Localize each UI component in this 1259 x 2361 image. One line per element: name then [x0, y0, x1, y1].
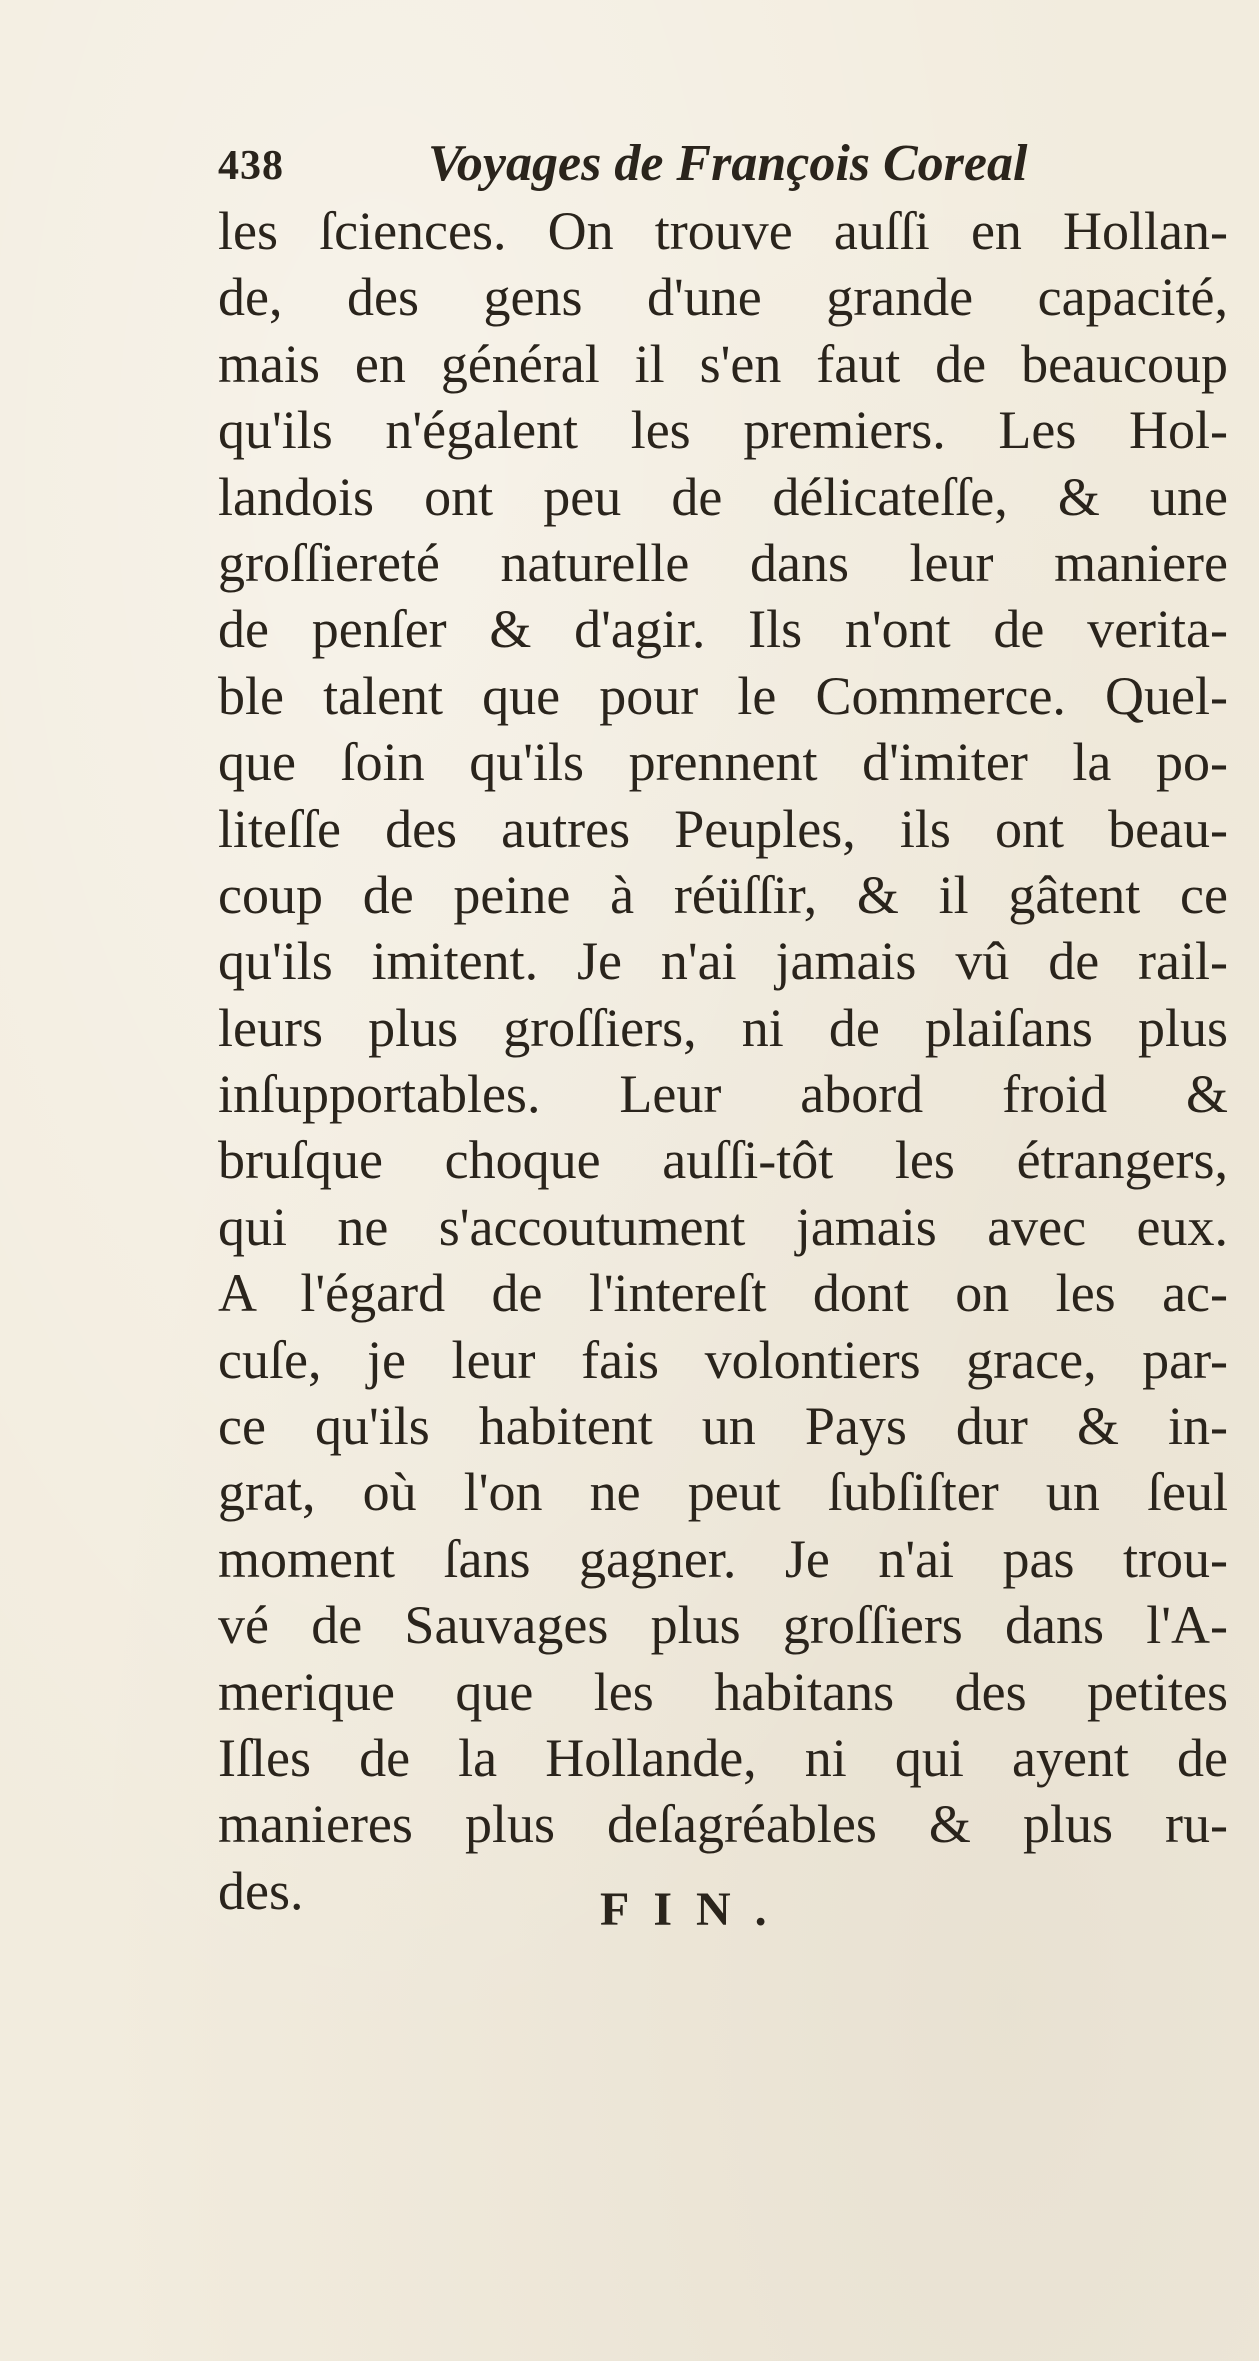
text-line: landois ont peu de délicateſſe, & une — [218, 466, 1228, 527]
text-line: manieres plus deſagréables & plus ru- — [218, 1794, 1228, 1855]
text-line: mais en général il s'en faut de beaucoup — [218, 333, 1228, 394]
text-line: A l'égard de l'intereſt dont on les ac- — [218, 1263, 1228, 1324]
text-line: inſupportables. Leur abord froid & — [218, 1064, 1228, 1125]
text-line: qui ne s'accoutument jamais avec eux. — [218, 1196, 1228, 1257]
text-line: merique que les habitans des petites — [218, 1661, 1228, 1722]
text-line: les ſciences. On trouve auſſi en Hollan- — [218, 201, 1228, 261]
text-line: groſſiereté naturelle dans leur maniere — [218, 532, 1228, 593]
text-line: grat, où l'on ne peut ſubſiſter un ſeul — [218, 1462, 1228, 1523]
text-line: Iſles de la Hollande, ni qui ayent de — [218, 1727, 1228, 1788]
text-line: bruſque choque auſſi-tôt les étrangers, — [218, 1130, 1228, 1191]
text-line: vé de Sauvages plus groſſiers dans l'A- — [218, 1595, 1228, 1656]
text-line: de, des gens d'une grande capacité, — [218, 267, 1228, 328]
running-title: Voyages de François Coreal — [428, 135, 1028, 192]
closing-fin: FIN. — [600, 1883, 791, 1936]
page-number: 438 — [218, 143, 284, 189]
body-text — [218, 198, 1228, 1924]
text-line: cuſe, je leur fais volontiers grace, par- — [218, 1329, 1228, 1390]
text-line: coup de peine à réüſſir, & il gâtent ce — [218, 864, 1228, 925]
text-line: des. — [218, 1860, 304, 1921]
text-line: ble talent que pour le Commerce. Quel- — [218, 665, 1228, 726]
text-line: qu'ils n'égalent les premiers. Les Hol- — [218, 400, 1228, 461]
text-line: moment ſans gagner. Je n'ai pas trou- — [218, 1528, 1228, 1589]
text-line: ce qu'ils habitent un Pays dur & in- — [218, 1396, 1228, 1457]
text-line: leurs plus groſſiers, ni de plaiſans plus — [218, 997, 1228, 1058]
text-line: de penſer & d'agir. Ils n'ont de verita- — [218, 599, 1228, 660]
text-line: qu'ils imitent. Je n'ai jamais vû de rail- — [218, 931, 1228, 992]
page-header — [218, 134, 1118, 198]
text-line: que ſoin qu'ils prennent d'imiter la po- — [218, 732, 1228, 793]
text-line: liteſſe des autres Peuples, ils ont beau- — [218, 798, 1228, 859]
